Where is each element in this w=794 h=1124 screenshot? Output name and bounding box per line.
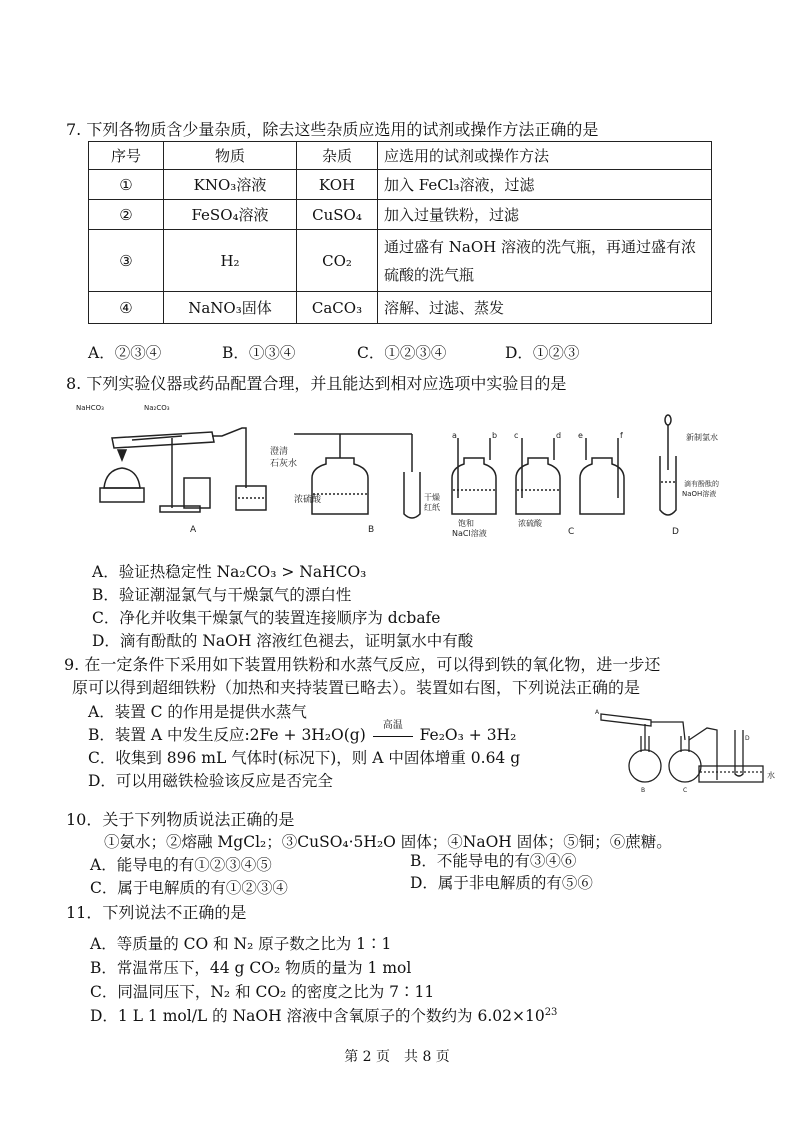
q8-option-d: D．滴有酚酞的 NaOH 溶液红色褪去，证明氯水中有酸 xyxy=(92,632,474,650)
q11-option-c: C．同温同压下，N₂ 和 CO₂ 的密度之比为 7∶11 xyxy=(90,983,435,1001)
label-port-e: e xyxy=(578,431,583,440)
table-cell: 通过盛有 NaOH 溶液的洗气瓶，再通过盛有浓硫酸的洗气瓶 xyxy=(378,230,712,292)
q11-stem: 11．下列说法不正确的是 xyxy=(66,903,247,922)
q9-label-a: A xyxy=(595,709,600,716)
label-a: A xyxy=(190,525,197,535)
q9-option-b-rhs: Fe₂O₃ + 3H₂ xyxy=(419,726,517,744)
q9-label-d: D xyxy=(745,735,750,742)
q10-stem: 10．关于下列物质说法正确的是 xyxy=(66,810,295,829)
q7-header-index: 序号 xyxy=(89,142,164,170)
table-cell: ④ xyxy=(89,292,164,324)
q7-table xyxy=(88,141,712,324)
q8-apparatus-figure xyxy=(72,398,752,544)
table-cell: ① xyxy=(89,170,164,200)
table-cell: FeSO₄溶液 xyxy=(164,200,297,230)
label-h2so4-c: 浓硫酸 xyxy=(518,519,542,528)
label-sat-nacl-1: 饱和 xyxy=(458,519,474,528)
table-cell: 加入 FeCl₃溶液，过滤 xyxy=(378,170,712,200)
table-cell: CO₂ xyxy=(297,230,378,292)
q11-option-d xyxy=(90,1004,557,1026)
label-port-f: f xyxy=(620,431,623,440)
label-b: B xyxy=(368,525,375,535)
q9-option-c: C．收集到 896 mL 气体时(标况下)，则 A 中固体增重 0.64 g xyxy=(88,749,521,767)
table-cell: ② xyxy=(89,200,164,230)
q9-label-c: C xyxy=(683,787,688,794)
q8-option-c: C．净化并收集干燥氯气的装置连接顺序为 dcbafe xyxy=(92,609,441,627)
label-naoh-1: 滴有酚酞的 xyxy=(684,480,719,488)
table-cell: 溶解、过滤、蒸发 xyxy=(378,292,712,324)
q10-option-d: D．属于非电解质的有⑤⑥ xyxy=(410,874,593,892)
q9-apparatus-figure xyxy=(585,700,780,800)
q9-stem-line1: 9. 在一定条件下采用如下装置用铁粉和水蒸气反应，可以得到铁的氧化物，进一步还 xyxy=(64,655,661,674)
q7-header-substance: 物质 xyxy=(164,142,297,170)
table-row xyxy=(89,292,712,324)
q7-option-c: C．①②③④ xyxy=(357,344,447,362)
q8-option-b: B．验证潮湿氯气与干燥氯气的漂白性 xyxy=(92,586,352,604)
q9-option-b-lhs: B．装置 A 中发生反应:2Fe + 3H₂O(g) xyxy=(88,726,366,744)
label-limewater-1: 澄清 xyxy=(270,447,289,457)
apparatus-d xyxy=(660,415,719,537)
q7-stem: 7. 下列各物质含少量杂质，除去这些杂质应选用的试剂或操作方法正确的是 xyxy=(66,120,599,139)
q9-option-b xyxy=(88,720,517,745)
apparatus-c xyxy=(452,431,624,538)
apparatus-b xyxy=(294,434,440,535)
table-cell: CaCO₃ xyxy=(297,292,378,324)
q9-reaction-arrow xyxy=(371,720,415,744)
q7-option-d: D．①②③ xyxy=(505,344,580,362)
q10-option-c: C．属于电解质的有①②③④ xyxy=(90,879,288,897)
q7-option-a: A．②③④ xyxy=(88,344,162,362)
label-na2co3: Na₂CO₃ xyxy=(144,404,170,412)
label-paper-1: 干燥 xyxy=(424,493,440,502)
label-h2so4-b: 浓硫酸 xyxy=(294,495,322,505)
table-cell: KNO₃溶液 xyxy=(164,170,297,200)
table-cell: ③ xyxy=(89,230,164,292)
label-paper-2: 红纸 xyxy=(424,503,440,512)
label-naoh-2: NaOH溶液 xyxy=(682,490,717,498)
table-cell: KOH xyxy=(297,170,378,200)
q11-option-d-exponent: 23 xyxy=(544,1006,558,1018)
q9-option-a: A．装置 C 的作用是提供水蒸气 xyxy=(88,703,307,721)
label-port-c: c xyxy=(514,431,519,440)
table-row xyxy=(89,230,712,292)
table-row xyxy=(89,200,712,230)
apparatus-a xyxy=(76,404,297,535)
q9-label-water: 水 xyxy=(767,771,775,780)
q8-stem: 8. 下列实验仪器或药品配置合理，并且能达到相对应选项中实验目的是 xyxy=(66,374,567,393)
q9-stem-line2: 原可以得到超细铁粉（加热和夹持装置已略去）。装置如右图，下列说法正确的是 xyxy=(72,678,641,697)
q11-option-d-text: D．1 L 1 mol/L 的 NaOH 溶液中含氧原子的个数约为 6.02×10 xyxy=(90,1007,545,1025)
q7-option-b: B．①③④ xyxy=(222,344,296,362)
q9-reaction-condition: 高温 xyxy=(382,720,403,731)
table-cell: H₂ xyxy=(164,230,297,292)
label-limewater-2: 石灰水 xyxy=(270,459,298,469)
table-cell: 加入过量铁粉，过滤 xyxy=(378,200,712,230)
table-row xyxy=(89,170,712,200)
q10-option-a: A．能导电的有①②③④⑤ xyxy=(90,856,272,874)
label-sat-nacl-2: NaCl溶液 xyxy=(452,529,487,538)
q8-option-a: A．验证热稳定性 Na₂CO₃ > NaHCO₃ xyxy=(92,563,367,581)
label-port-a: a xyxy=(452,431,457,440)
table-cell: NaNO₃固体 xyxy=(164,292,297,324)
table-cell: CuSO₄ xyxy=(297,200,378,230)
q9-option-d: D．可以用磁铁检验该反应是否完全 xyxy=(88,772,333,790)
label-chlorine-water: 新制氯水 xyxy=(686,433,718,442)
q11-option-b: B．常温常压下，44 g CO₂ 物质的量为 1 mol xyxy=(90,959,412,977)
label-d: D xyxy=(672,527,679,537)
label-c: C xyxy=(568,527,575,537)
label-nahco3: NaHCO₃ xyxy=(76,404,104,412)
q9-label-b: B xyxy=(641,787,646,794)
q10-option-b: B．不能导电的有③④⑥ xyxy=(410,852,577,870)
q11-option-a: A．等质量的 CO 和 N₂ 原子数之比为 1∶1 xyxy=(90,935,392,953)
page-footer: 第 2 页 共 8 页 xyxy=(344,1049,450,1065)
label-port-d: d xyxy=(556,431,562,440)
q7-header-method: 应选用的试剂或操作方法 xyxy=(378,142,712,170)
label-port-b: b xyxy=(492,431,498,440)
q10-items: ①氨水；②熔融 MgCl₂；③CuSO₄·5H₂O 固体；④NaOH 固体；⑤铜；⑥蔗糖。 xyxy=(104,833,672,851)
q7-header-impurity: 杂质 xyxy=(297,142,378,170)
